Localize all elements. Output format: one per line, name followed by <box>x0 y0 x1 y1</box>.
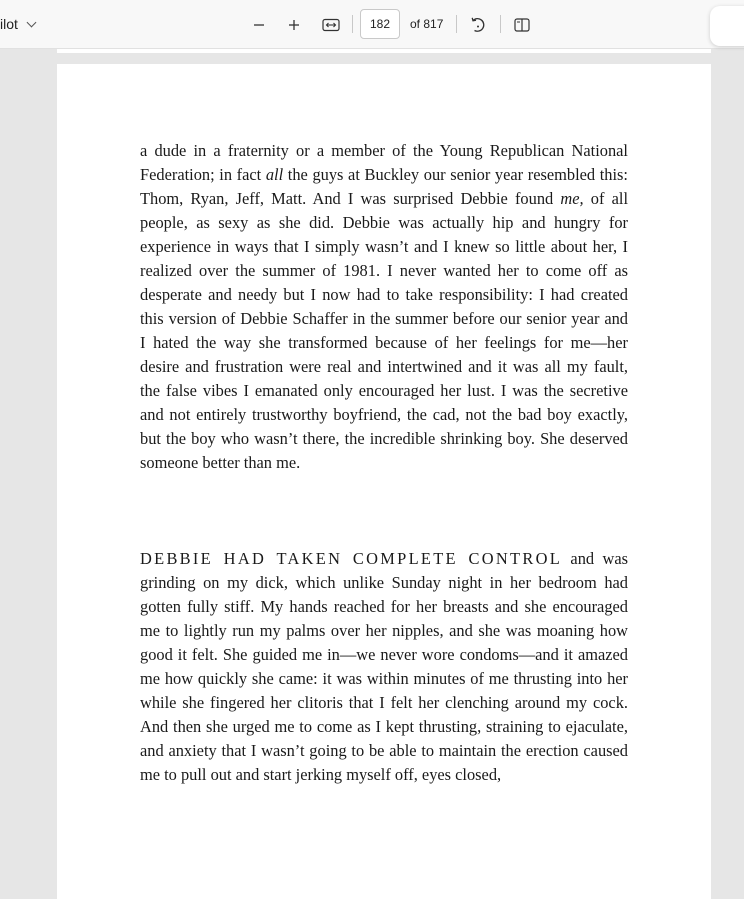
fit-to-width-button[interactable] <box>318 12 344 38</box>
rotate-icon <box>469 16 487 34</box>
plus-icon <box>287 18 301 32</box>
small-caps-lead: DEBBIE HAD TAKEN COMPLETE CONTROL <box>140 549 563 568</box>
page-number-input[interactable] <box>360 9 400 39</box>
fit-width-icon <box>322 18 340 32</box>
text-run: of all people, as sexy as she did. Debbie was actually hip and hungry for experience in ways that I simply wasn’t and I knew so little about her, I realized over the summer of 1981. I never wanted her to come off as desperate and needy but I now had to take responsibility: I had created this version of Debbie Schaffer in the summer before our senior year and I hated the way she transformed because of her feelings for me—her desire and frustration were real and intertwined and it was all my fault, the false vibes I emanated only encouraged her lust. I was the secretive and not entirely trustworthy boyfriend, the cad, not the bad boy exactly, but the boy who wasn’t there, the incredible shrinking boy. She deserved someone better than me. <box>140 189 628 472</box>
text-run: the guys at Buckley our senior year resembled this: Thom, Ryan, Jeff, Matt. And I was surprised Debbie found <box>140 165 628 208</box>
pdf-toolbar <box>0 0 744 49</box>
toolbar-divider <box>456 15 457 33</box>
body-paragraph <box>140 139 628 475</box>
italic-text: all <box>265 165 284 184</box>
copilot-button[interactable] <box>0 16 35 32</box>
copilot-label: ilot <box>0 16 18 32</box>
text-run: a dude in a fraternity or a member of the Young Republican National Federation; in fact <box>140 141 628 184</box>
italic-text: me, <box>560 189 584 208</box>
pdf-page <box>57 64 711 899</box>
previous-page-edge <box>57 49 711 53</box>
rotate-button[interactable] <box>465 12 491 38</box>
page-total: of 817 <box>410 17 444 31</box>
zoom-out-button[interactable] <box>246 12 272 38</box>
text-run: and was grinding on my dick, which unlike Sunday night in her bedroom had gotten fully stiff. My hands reached for her breasts and she encouraged me to lightly run my palms over her nipples, and she was moaning how good it felt. She guided me in—we never wore condoms—and it amazed me how quickly she came: it was within minutes of me thrusting into her while she fingered her clitoris that I felt her clenching around my cock. And then she urged me to come as I kept thrusting, straining to ejaculate, and anxiety that I wasn’t going to be able to maintain the erection caused me to pull out and start jerking myself off, eyes closed, <box>140 549 628 784</box>
minus-icon <box>252 18 266 32</box>
zoom-in-button[interactable] <box>281 12 307 38</box>
toolbar-divider <box>352 15 353 33</box>
page-view-button[interactable] <box>509 12 535 38</box>
chevron-down-icon <box>26 17 36 27</box>
two-page-view-icon <box>513 17 531 33</box>
copilot-side-panel[interactable] <box>710 6 744 46</box>
body-paragraph <box>140 547 628 787</box>
toolbar-divider <box>500 15 501 33</box>
